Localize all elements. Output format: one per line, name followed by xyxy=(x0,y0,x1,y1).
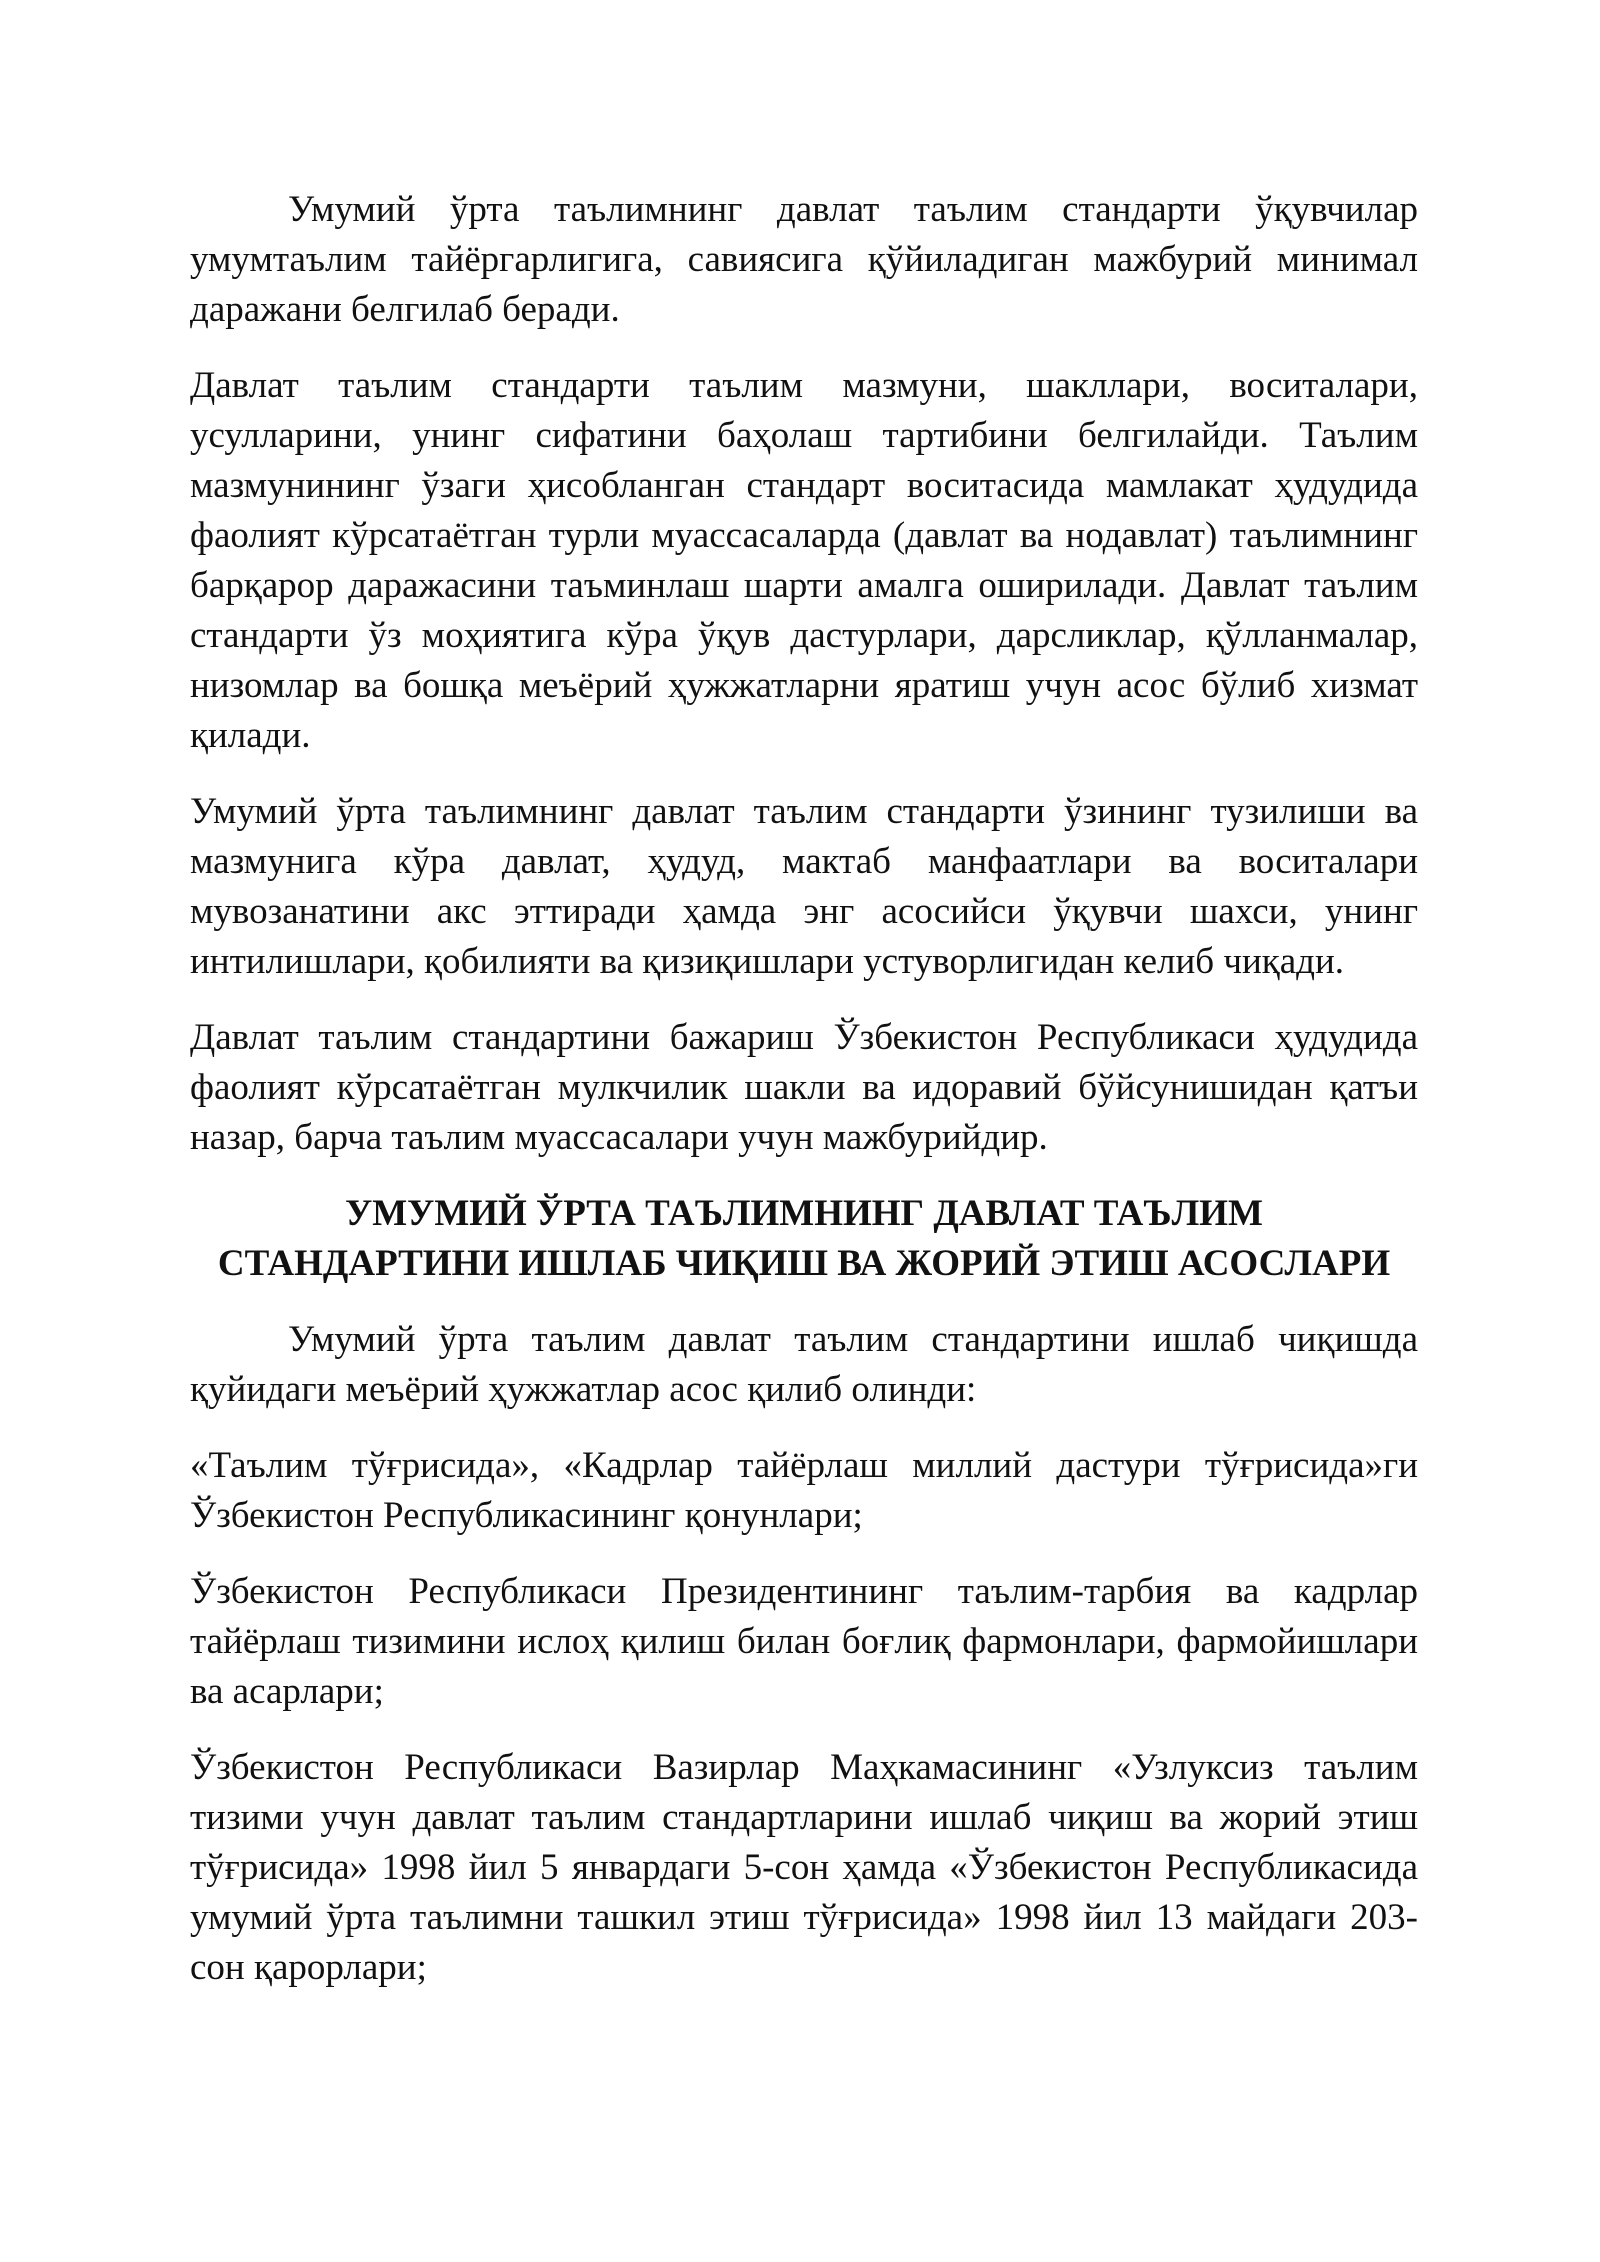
paragraph-basis-resolutions: Ўзбекистон Республикаси Вазирлар Маҳкамасининг «Узлуксиз таълим тизими учун давлат таълим стандартларини ишлаб чиқиш ва жорий этиш тўғрисида» 1998 йил 5 январдаги 5-сон ҳамда «Ўзбекистон Республикасида умумий ўрта таълимни ташкил этиш тўғрисида» 1998 йил 13 майдаги 203-сон қарорлари; xyxy=(190,1747,1418,1988)
paragraph-standard-content: Давлат таълим стандарти таълим мазмуни, шакллари, воситалари, усулларини, унинг сифатини баҳолаш тартибини белгилайди. Таълим мазмунининг ўзаги ҳисобланган стандарт воситасида мамлакат ҳудудида фаолият кўрсатаётган турли муассасаларда (давлат ва нодавлат) таълимнинг барқарор даражасини таъминлаш шарти амалга оширилади. Давлат таълим стандарти ўз моҳиятига кўра ўқув дастурлари, дарсликлар, қўлланмалар, низомлар ва бошқа меъёрий ҳужжатларни яратиш учун асос бўлиб хизмат қилади. xyxy=(190,365,1418,756)
section-heading xyxy=(190,1189,1418,1289)
paragraph-intro: Умумий ўрта таълимнинг давлат таълим стандарти ўқувчилар умумтаълим тайёргарлигига, савиясига қўйиладиган мажбурий минимал даражани белгилаб беради. xyxy=(190,189,1418,330)
paragraph-basis-decrees: Ўзбекистон Республикаси Президентининг таълим-тарбия ва кадрлар тайёрлаш тизимини ислоҳ қилиш билан боғлиқ фармонлари, фармойишлари ва асарлари; xyxy=(190,1571,1418,1712)
document-page xyxy=(190,185,1418,2019)
section-heading-line-1: УМУМИЙ ЎРТА ТАЪЛИМНИНГ ДАВЛАТ ТАЪЛИМ xyxy=(345,1193,1263,1234)
paragraph-basis-laws: «Таълим тўғрисида», «Кадрлар тайёрлаш миллий дастури тўғрисида»ги Ўзбекистон Республикасининг қонунлари; xyxy=(190,1445,1418,1536)
section-heading-line-2: СТАНДАРТИНИ ИШЛАБ ЧИҚИШ ВА ЖОРИЙ ЭТИШ АСОСЛАРИ xyxy=(217,1243,1391,1284)
paragraph-mandatory: Давлат таълим стандартини бажариш Ўзбекистон Республикаси ҳудудида фаолият кўрсатаётган мулкчилик шакли ва идоравий бўйсунишидан қатъи назар, барча таълим муассасалари учун мажбурийдир. xyxy=(190,1017,1418,1158)
paragraph-basis-intro: Умумий ўрта таълим давлат таълим стандартини ишлаб чиқишда қуйидаги меъёрий ҳужжатлар асос қилиб олинди: xyxy=(190,1319,1418,1410)
paragraph-standard-structure: Умумий ўрта таълимнинг давлат таълим стандарти ўзининг тузилиши ва мазмунига кўра давлат, ҳудуд, мактаб манфаатлари ва воситалари мувозанатини акс эттиради ҳамда энг асосийси ўқувчи шахси, унинг интилишлари, қобилияти ва қизиқишлари устуворлигидан келиб чиқади. xyxy=(190,791,1418,982)
